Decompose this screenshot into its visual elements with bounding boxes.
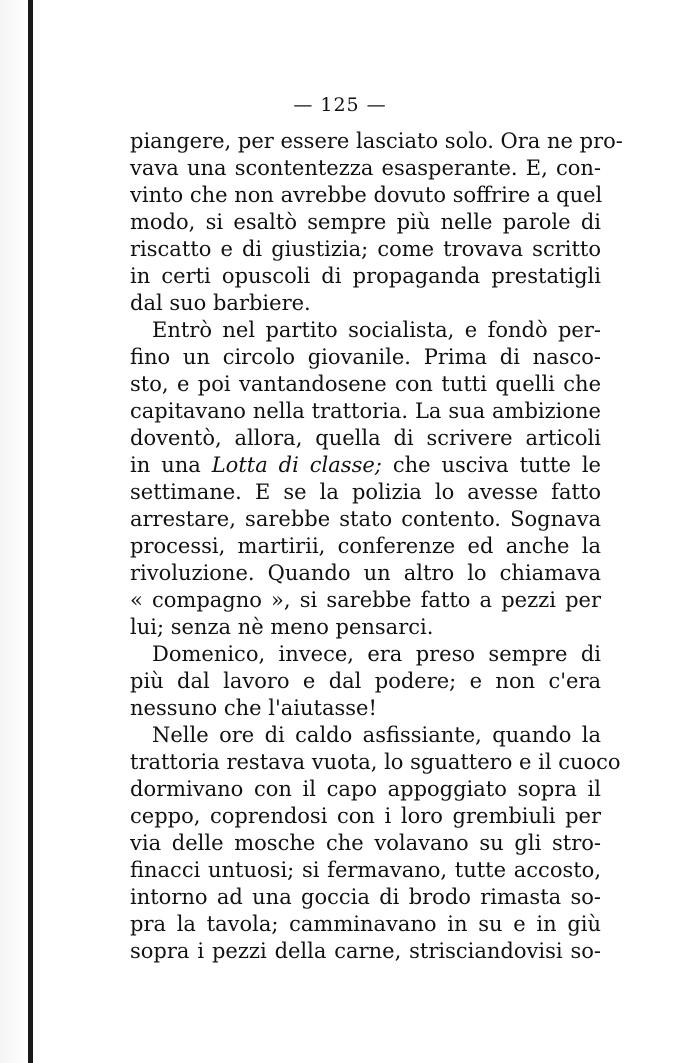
text-line: sto, e poi vantandosene con tutti quelli che xyxy=(130,372,601,396)
text-line: vinto che non avrebbe dovuto soffrire a quel xyxy=(130,183,603,207)
text-line: trattoria restava vuota, lo sguattero e il cuoco xyxy=(130,750,621,774)
text-line: piangere, per essere lasciato solo. Ora ne pro- xyxy=(130,129,623,153)
text-line: riscatto e di giustizia; come trovava scritto xyxy=(130,237,601,261)
binding-shadow xyxy=(0,0,28,1063)
text-line: processi, martirii, conferenze ed anche la xyxy=(130,534,601,558)
body-text xyxy=(130,128,623,965)
text-line: Domenico, invece, era preso sempre di xyxy=(152,642,601,666)
text-fragment: che usciva tutte le xyxy=(381,453,601,477)
text-line: sopra i pezzi della carne, strisciandovisi so- xyxy=(130,939,601,963)
text-line: arrestare, sarebbe stato contento. Sognava xyxy=(130,507,601,531)
text-line: capitavano nella trattoria. La sua ambizione xyxy=(130,399,601,423)
text-line: doventò, allora, quella di scrivere articoli xyxy=(130,426,601,450)
page-number: — 125 — xyxy=(293,94,387,116)
text-line: Entrò nel partito socialista, e fondò per- xyxy=(152,318,601,342)
binding-edge xyxy=(28,0,33,1063)
text-line: intorno ad una goccia di brodo rimasta so- xyxy=(130,885,601,909)
text-line: vava una scontentezza esasperante. E, con- xyxy=(130,156,601,180)
text-line-with-title xyxy=(130,452,601,479)
text-line: settimane. E se la polizia lo avesse fatto xyxy=(130,480,601,504)
text-line: lui; senza nè meno pensarci. xyxy=(130,615,434,639)
text-line: più dal lavoro e dal podere; e non c'era xyxy=(130,669,601,693)
text-line: in certi opuscoli di propaganda prestatigli xyxy=(130,264,601,288)
text-line: modo, si esaltò sempre più nelle parole di xyxy=(130,210,601,234)
text-line: via delle mosche che volavano su gli stro- xyxy=(130,831,601,855)
newspaper-title: Lotta di classe; xyxy=(211,453,382,477)
text-line: nessuno che l'aiutasse! xyxy=(130,696,377,720)
text-line: rivoluzione. Quando un altro lo chiamava xyxy=(130,561,601,585)
text-line: dormivano con il capo appoggiato sopra il xyxy=(130,777,601,801)
text-line: pra la tavola; camminavano in su e in giù xyxy=(130,912,601,936)
text-line: ceppo, coprendosi con i loro grembiuli per xyxy=(130,804,601,828)
text-line: « compagno », si sarebbe fatto a pezzi per xyxy=(130,588,601,612)
text-fragment: in una xyxy=(130,453,212,477)
text-line: finacci untuosi; si fermavano, tutte accosto, xyxy=(130,858,601,882)
text-line: dal suo barbiere. xyxy=(130,291,311,315)
text-line: fino un circolo giovanile. Prima di nasco- xyxy=(130,345,601,369)
text-line: Nelle ore di caldo asfissiante, quando la xyxy=(152,723,601,747)
